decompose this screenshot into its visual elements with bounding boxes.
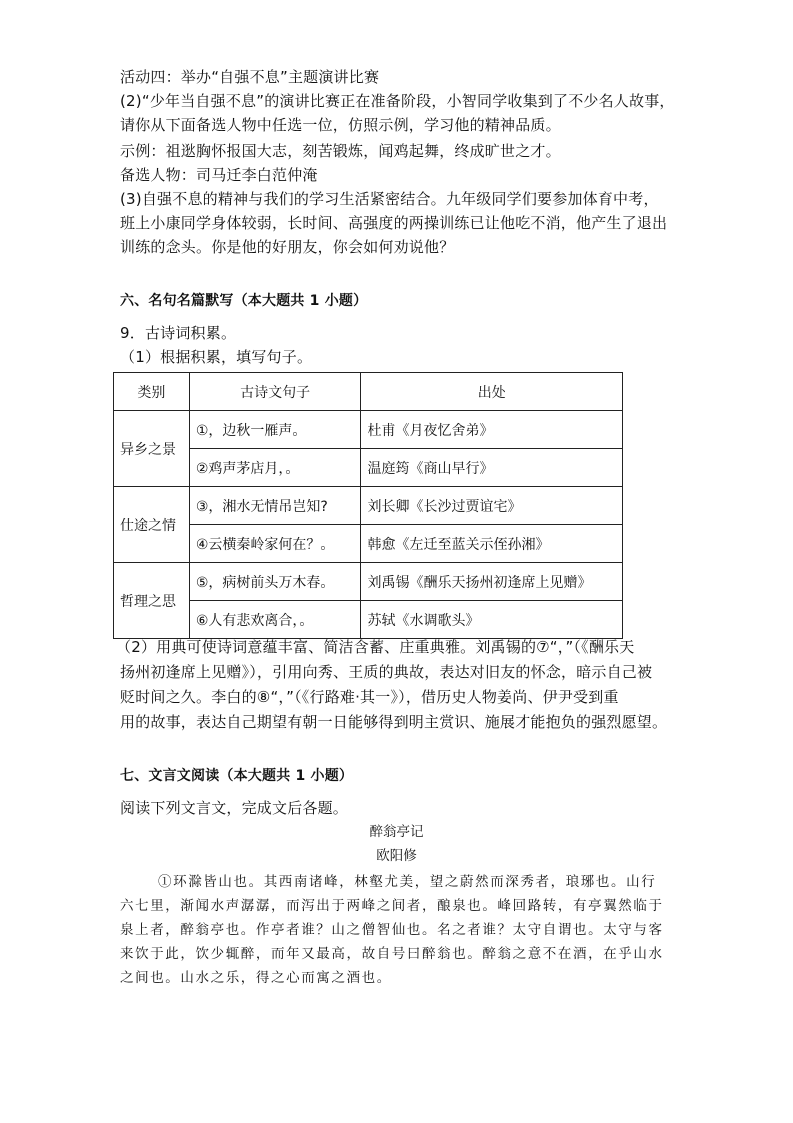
poem-table (113, 372, 623, 639)
table-row (114, 601, 623, 639)
header-source: 出处 (361, 373, 623, 411)
source-cell: 韩愈《左迁至蓝关示侄孙湘》 (361, 525, 623, 563)
question-9-2-line-4: 用的故事，表达自己期望有朝一日能够得到明主赏识、施展才能抱负的强烈愿望。 (120, 713, 668, 731)
question-9-2-line-2: 扬州初逢席上见赠》），引用向秀、王质的典故，表达对旧友的怀念，暗示自己被 (120, 663, 653, 681)
question-9: 9．古诗词积累。 (120, 324, 237, 342)
section-7-heading: 七、文言文阅读（本大题共 1 小题） (120, 768, 354, 784)
sentence-cell: ④云横秦岭家何在？。 (189, 525, 361, 563)
essay-text-line-4: 来饮于此，饮少辄醉，而年又最高，故自号曰醉翁也。醉翁之意不在酒，在乎山水 (120, 946, 664, 962)
question-2-line-1: (2)“少年当自强不息”的演讲比赛正在准备阶段，小智同学收集到了不少名人故事， (120, 92, 675, 110)
essay-author: 欧阳修 (376, 848, 417, 864)
sentence-cell: ③，湘水无情吊岂知? (189, 487, 361, 525)
source-cell: 杜甫《月夜忆舍弟》 (361, 411, 623, 449)
question-3-line-3: 训练的念头。你是他的好朋友，你会如何劝说他？ (120, 238, 455, 256)
essay-title: 醉翁亭记 (369, 824, 424, 840)
source-cell: 苏轼《水调歌头》 (361, 601, 623, 639)
sentence-cell: ⑥人有悲欢离合，。 (189, 601, 361, 639)
example-text: 示例：祖逖胸怀报国大志，刻苦锻炼，闻鸡起舞，终成旷世之才。 (120, 142, 561, 160)
question-2-line-2: 请你从下面备选人物中任选一位，仿照示例，学习他的精神品质。 (120, 116, 561, 134)
sentence-cell: ⑤，病树前头万木春。 (189, 563, 361, 601)
essay-text-line-3: 泉上者，醉翁亭也。作亭者谁？山之僧智仙也。名之者谁？太守自谓也。太守与客 (120, 922, 664, 938)
question-9-1: （1）根据积累，填写句子。 (120, 348, 313, 366)
table-header-row (114, 373, 623, 411)
source-cell: 刘长卿《长沙过贾谊宅》 (361, 487, 623, 525)
activity4-title: 活动四：举办“自强不息”主题演讲比赛 (120, 68, 380, 86)
essay-text-line-1: ①环滁皆山也。其西南诸峰，林壑尤美，望之蔚然而深秀者，琅琊也。山行 (158, 874, 657, 890)
table-row (114, 487, 623, 525)
category-cell: 哲理之思 (114, 563, 190, 639)
sentence-cell: ①，边秋一雁声。 (189, 411, 361, 449)
reading-instruction: 阅读下列文言文，完成文后各题。 (120, 799, 349, 817)
source-cell: 温庭筠《商山早行》 (361, 449, 623, 487)
table-row (114, 563, 623, 601)
question-3-line-1: (3)自强不息的精神与我们的学习生活紧密结合。九年级同学们要参加体育中考， (120, 190, 659, 208)
section-6-heading: 六、名句名篇默写（本大题共 1 小题） (120, 293, 368, 309)
question-9-2-line-1: （2）用典可使诗词意蕴丰富、简洁含蓄、庄重典雅。刘禹锡的⑦“，”（《酬乐天 (116, 638, 635, 656)
table-row (114, 525, 623, 563)
category-cell: 异乡之景 (114, 411, 190, 487)
source-cell: 刘禹锡《酬乐天扬州初逢席上见赠》 (361, 563, 623, 601)
table-row (114, 449, 623, 487)
sentence-cell: ②鸡声茅店月，。 (189, 449, 361, 487)
essay-text-line-5: 之间也。山水之乐，得之心而寓之酒也。 (120, 970, 392, 986)
category-cell: 仕途之情 (114, 487, 190, 563)
question-9-2-line-3: 贬时间之久。李白的⑧“，”（《行路难·其一》），借历史人物姜尚、伊尹受到重 (120, 688, 619, 706)
question-3-line-2: 班上小康同学身体较弱，长时间、高强度的两操训练已让他吃不消，他产生了退出 (120, 214, 668, 232)
table-row (114, 411, 623, 449)
header-category: 类别 (114, 373, 190, 411)
header-sentence: 古诗文句子 (189, 373, 361, 411)
candidates-text: 备选人物：司马迁李白范仲淹 (120, 166, 318, 184)
essay-text-line-2: 六七里，渐闻水声潺潺，而泻出于两峰之间者，酿泉也。峰回路转，有亭翼然临于 (120, 898, 664, 914)
